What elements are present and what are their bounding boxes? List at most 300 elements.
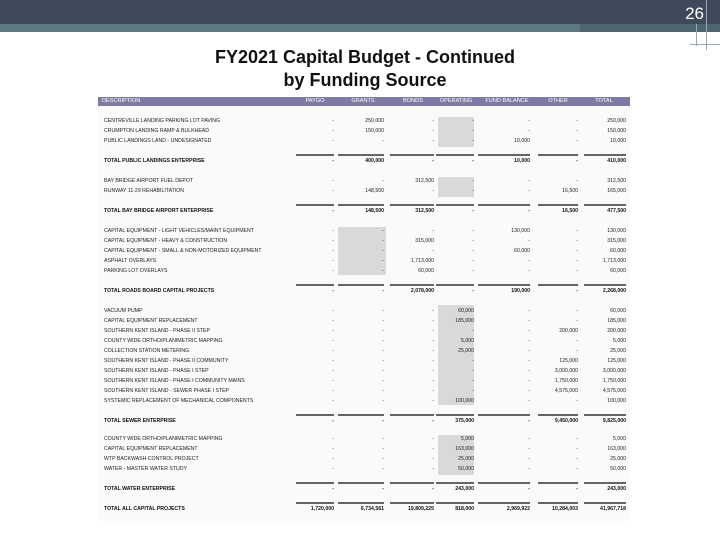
table-row xyxy=(98,347,630,356)
total-rule xyxy=(538,204,578,206)
cell-paygo: - xyxy=(332,268,334,274)
cell-total: 200,000 xyxy=(607,328,626,334)
table-row xyxy=(98,357,630,366)
cell-operating: - xyxy=(472,238,474,244)
cell-operating: 375,000 xyxy=(455,418,474,424)
cell-operating: 185,000 xyxy=(455,318,474,324)
cell-bonds: 2,078,000 xyxy=(410,288,434,294)
cell-paygo: - xyxy=(332,378,334,384)
cell-fund-balance: - xyxy=(528,208,530,214)
cell-grants: - xyxy=(382,228,384,234)
cell-bonds: - xyxy=(432,318,434,324)
cell-operating: - xyxy=(472,208,474,214)
cell-operating: - xyxy=(472,248,474,254)
total-rule xyxy=(478,284,530,286)
total-rule xyxy=(296,414,334,416)
cell-paygo: - xyxy=(332,348,334,354)
cell-grants: - xyxy=(382,388,384,394)
row-description: SOUTHERN KENT ISLAND - PHASE I COMMUNITY MAINS xyxy=(104,378,245,384)
cell-grants: - xyxy=(382,378,384,384)
header-other: OTHER xyxy=(548,98,568,104)
cell-other: - xyxy=(576,308,578,314)
cell-bonds: 312,500 xyxy=(415,208,434,214)
row-description: BAY BRIDGE AIRPORT FUEL DEPOT xyxy=(104,178,194,184)
cell-fund-balance: - xyxy=(528,268,530,274)
row-description: SOUTHERN KENT ISLAND - PHASE II STEP xyxy=(104,328,210,334)
cell-total: 130,000 xyxy=(607,228,626,234)
cell-bonds: - xyxy=(432,418,434,424)
cell-bonds: - xyxy=(432,378,434,384)
total-rule xyxy=(436,204,474,206)
cell-operating: 50,000 xyxy=(458,466,474,472)
cell-other: - xyxy=(576,318,578,324)
top-band xyxy=(0,0,720,24)
cell-paygo: - xyxy=(332,358,334,364)
cell-bonds: - xyxy=(432,328,434,334)
slide-title-line-1: FY2021 Capital Budget - Continued xyxy=(214,47,516,67)
cell-total: 2,268,000 xyxy=(602,288,626,294)
slide-title xyxy=(150,46,580,92)
cell-bonds: 315,000 xyxy=(415,238,434,244)
table-row xyxy=(98,267,630,276)
cell-bonds: - xyxy=(432,348,434,354)
cell-bonds: - xyxy=(432,228,434,234)
cell-fund-balance: - xyxy=(528,258,530,264)
total-rule xyxy=(390,502,434,504)
cell-fund-balance: - xyxy=(528,368,530,374)
row-description: TOTAL ALL CAPITAL PROJECTS xyxy=(104,506,185,512)
corner-frame-line xyxy=(690,44,720,45)
cell-grants: - xyxy=(382,318,384,324)
row-description: RUNWAY 11-29 REHABILITATION xyxy=(104,188,185,194)
total-rule xyxy=(296,204,334,206)
cell-paygo: - xyxy=(332,238,334,244)
table-row xyxy=(98,445,630,454)
row-description: WATER - MASTER WATER STUDY xyxy=(104,466,187,472)
cell-paygo: - xyxy=(332,436,334,442)
cell-operating: - xyxy=(472,378,474,384)
cell-fund-balance: - xyxy=(528,358,530,364)
cell-grants: - xyxy=(382,138,384,144)
cell-paygo: - xyxy=(332,288,334,294)
cell-paygo: - xyxy=(332,328,334,334)
cell-total: 312,500 xyxy=(607,178,626,184)
total-rule xyxy=(296,502,334,504)
row-description: CRUMPTON LANDING RAMP & BULKHEAD xyxy=(104,128,210,134)
header-grants: GRANTS xyxy=(351,98,375,104)
cell-fund-balance: - xyxy=(528,446,530,452)
cell-grants: - xyxy=(382,338,384,344)
cell-other: - xyxy=(576,138,578,144)
cell-total: 50,000 xyxy=(610,466,626,472)
table-row xyxy=(98,187,630,196)
cell-bonds: - xyxy=(432,456,434,462)
cell-total: 125,000 xyxy=(607,358,626,364)
cell-total: 5,000 xyxy=(613,436,626,442)
cell-grants: - xyxy=(382,398,384,404)
cell-grants: 150,000 xyxy=(365,128,384,134)
cell-fund-balance: 60,000 xyxy=(514,248,530,254)
total-rule xyxy=(338,204,384,206)
cell-paygo: - xyxy=(332,248,334,254)
cell-total: 163,000 xyxy=(607,446,626,452)
cell-total: 150,000 xyxy=(607,128,626,134)
cell-operating: - xyxy=(472,228,474,234)
cell-fund-balance: - xyxy=(528,348,530,354)
table-row xyxy=(98,455,630,464)
cell-grants: - xyxy=(382,178,384,184)
cell-total: 243,000 xyxy=(607,486,626,492)
cell-total: 1,750,000 xyxy=(602,378,626,384)
cell-fund-balance: - xyxy=(528,398,530,404)
total-rule xyxy=(436,414,474,416)
row-description: VACUUM PUMP xyxy=(104,308,143,314)
cell-operating: - xyxy=(472,258,474,264)
cell-operating: 5,000 xyxy=(461,436,474,442)
cell-grants: - xyxy=(382,486,384,492)
cell-operating: - xyxy=(472,328,474,334)
cell-paygo: - xyxy=(332,308,334,314)
total-rule xyxy=(390,204,434,206)
cell-other: 125,000 xyxy=(559,358,578,364)
budget-table xyxy=(98,97,630,521)
table-total-row xyxy=(98,485,630,494)
cell-paygo: - xyxy=(332,456,334,462)
cell-total: 1,713,000 xyxy=(602,258,626,264)
cell-total: 477,500 xyxy=(607,208,626,214)
cell-other: - xyxy=(576,486,578,492)
cell-other: - xyxy=(576,238,578,244)
cell-grants: - xyxy=(382,308,384,314)
total-rule xyxy=(296,154,334,156)
cell-fund-balance: - xyxy=(528,128,530,134)
cell-grants: - xyxy=(382,328,384,334)
cell-bonds: - xyxy=(432,358,434,364)
total-rule xyxy=(338,414,384,416)
cell-bonds: - xyxy=(432,436,434,442)
cell-operating: 5,000 xyxy=(461,338,474,344)
cell-grants: 148,500 xyxy=(365,188,384,194)
cell-grants: - xyxy=(382,456,384,462)
cell-paygo: - xyxy=(332,466,334,472)
cell-fund-balance: - xyxy=(528,456,530,462)
total-rule xyxy=(390,284,434,286)
top-accent-band-right xyxy=(580,24,720,32)
cell-paygo: 1,720,000 xyxy=(310,506,334,512)
table-row xyxy=(98,317,630,326)
cell-total: 165,000 xyxy=(607,188,626,194)
total-rule xyxy=(584,154,626,156)
cell-other: - xyxy=(576,466,578,472)
cell-other: 4,575,000 xyxy=(554,388,578,394)
header-description: DESCRIPTION xyxy=(102,98,141,104)
cell-total: 250,000 xyxy=(607,118,626,124)
cell-grants: 6,734,561 xyxy=(360,506,384,512)
cell-bonds: - xyxy=(432,446,434,452)
cell-paygo: - xyxy=(332,368,334,374)
cell-other: - xyxy=(576,258,578,264)
cell-other: 10,284,003 xyxy=(552,506,578,512)
row-description: SOUTHERN KENT ISLAND - PHASE II COMMUNITY xyxy=(104,358,229,364)
total-rule xyxy=(338,284,384,286)
row-description: CAPITAL EQUIPMENT REPLACEMENT xyxy=(104,446,198,452)
slide-title-line-2: by Funding Source xyxy=(283,70,447,90)
cell-fund-balance: - xyxy=(528,188,530,194)
row-description: TOTAL SEWER ENTERPRISE xyxy=(104,418,176,424)
table-row xyxy=(98,397,630,406)
cell-grants: 250,000 xyxy=(365,118,384,124)
cell-fund-balance: - xyxy=(528,388,530,394)
cell-bonds: - xyxy=(432,118,434,124)
cell-fund-balance: 2,969,922 xyxy=(506,506,530,512)
total-rule xyxy=(478,482,530,484)
cell-paygo: - xyxy=(332,178,334,184)
cell-total: 10,000 xyxy=(610,138,626,144)
cell-fund-balance: - xyxy=(528,466,530,472)
cell-other: - xyxy=(576,338,578,344)
cell-other: 16,500 xyxy=(562,208,578,214)
cell-paygo: - xyxy=(332,128,334,134)
cell-total: 5,000 xyxy=(613,338,626,344)
cell-other: - xyxy=(576,398,578,404)
cell-paygo: - xyxy=(332,208,334,214)
row-description: SOUTHERN KENT ISLAND - SEWER PHASE I STEP xyxy=(104,388,230,394)
cell-paygo: - xyxy=(332,158,334,164)
row-description: COUNTY WIDE ORTHO/PLANIMETRIC MAPPING xyxy=(104,338,223,344)
header-total: TOTAL xyxy=(595,98,613,104)
cell-fund-balance: 190,000 xyxy=(511,288,530,294)
table-row xyxy=(98,247,630,256)
cell-total: 3,000,000 xyxy=(602,368,626,374)
cell-other: 9,450,000 xyxy=(554,418,578,424)
total-rule xyxy=(390,482,434,484)
header-paygo: PAYGO xyxy=(305,98,325,104)
cell-grants: - xyxy=(382,288,384,294)
total-rule xyxy=(584,502,626,504)
cell-fund-balance: - xyxy=(528,378,530,384)
cell-paygo: - xyxy=(332,188,334,194)
cell-fund-balance: - xyxy=(528,318,530,324)
total-rule xyxy=(338,154,384,156)
total-rule xyxy=(478,502,530,504)
cell-bonds: - xyxy=(432,158,434,164)
cell-other: - xyxy=(576,288,578,294)
cell-operating: 243,000 xyxy=(455,486,474,492)
cell-other: 3,000,000 xyxy=(554,368,578,374)
row-description: CAPITAL EQUIPMENT REPLACEMENT xyxy=(104,318,198,324)
cell-paygo: - xyxy=(332,118,334,124)
cell-grants: - xyxy=(382,446,384,452)
cell-fund-balance: - xyxy=(528,118,530,124)
row-description: ASPHALT OVERLAYS xyxy=(104,258,157,264)
cell-operating: 25,000 xyxy=(458,348,474,354)
slide-number: 26 xyxy=(685,4,704,23)
cell-fund-balance: - xyxy=(528,238,530,244)
cell-fund-balance: 130,000 xyxy=(511,228,530,234)
row-description: TOTAL ROADS BOARD CAPITAL PROJECTS xyxy=(104,288,215,294)
cell-other: 16,500 xyxy=(562,188,578,194)
cell-other: 1,750,000 xyxy=(554,378,578,384)
cell-other: - xyxy=(576,248,578,254)
cell-grants: 400,000 xyxy=(365,158,384,164)
cell-fund-balance: - xyxy=(528,418,530,424)
corner-frame-line xyxy=(696,24,697,46)
cell-bonds: 60,000 xyxy=(418,268,434,274)
row-description: CAPITAL EQUIPMENT - HEAVY & CONSTRUCTION xyxy=(104,238,228,244)
header-operating: OPERATING xyxy=(439,98,473,104)
cell-bonds: 1,713,000 xyxy=(410,258,434,264)
total-rule xyxy=(538,502,578,504)
cell-bonds: - xyxy=(432,466,434,472)
cell-fund-balance: 10,000 xyxy=(514,158,530,164)
cell-total: 9,825,000 xyxy=(602,418,626,424)
cell-operating: - xyxy=(472,118,474,124)
cell-grants: - xyxy=(382,418,384,424)
table-header xyxy=(98,97,630,106)
total-rule xyxy=(538,284,578,286)
cell-grants: - xyxy=(382,258,384,264)
cell-fund-balance: - xyxy=(528,308,530,314)
cell-bonds: 19,809,225 xyxy=(408,506,434,512)
cell-operating: - xyxy=(472,128,474,134)
cell-paygo: - xyxy=(332,486,334,492)
cell-other: - xyxy=(576,446,578,452)
total-rule xyxy=(436,154,474,156)
cell-operating: - xyxy=(472,178,474,184)
cell-total: 25,000 xyxy=(610,456,626,462)
table-row xyxy=(98,257,630,266)
total-rule xyxy=(584,284,626,286)
row-description: COUNTY WIDE ORTHO/PLANIMETRIC MAPPING xyxy=(104,436,223,442)
table-row xyxy=(98,387,630,396)
total-rule xyxy=(478,204,530,206)
corner-frame-line xyxy=(706,0,707,50)
cell-paygo: - xyxy=(332,446,334,452)
table-total-row xyxy=(98,505,630,514)
cell-bonds: - xyxy=(432,308,434,314)
row-description: WTP BACKWASH CONTROL PROJECT xyxy=(104,456,199,462)
cell-total: 60,000 xyxy=(610,268,626,274)
total-rule xyxy=(338,482,384,484)
cell-paygo: - xyxy=(332,138,334,144)
cell-operating: - xyxy=(472,138,474,144)
total-rule xyxy=(478,154,530,156)
cell-total: 60,000 xyxy=(610,308,626,314)
cell-grants: - xyxy=(382,436,384,442)
cell-operating: - xyxy=(472,368,474,374)
cell-bonds: - xyxy=(432,138,434,144)
row-description: CENTREVILLE LANDING PARKING LOT PAVING xyxy=(104,118,221,124)
cell-operating: 818,000 xyxy=(455,506,474,512)
cell-fund-balance: - xyxy=(528,328,530,334)
cell-paygo: - xyxy=(332,418,334,424)
cell-bonds: - xyxy=(432,248,434,254)
cell-bonds: - xyxy=(432,368,434,374)
cell-total: 100,000 xyxy=(607,398,626,404)
cell-grants: - xyxy=(382,238,384,244)
cell-operating: 100,000 xyxy=(455,398,474,404)
cell-paygo: - xyxy=(332,258,334,264)
cell-paygo: - xyxy=(332,228,334,234)
cell-paygo: - xyxy=(332,338,334,344)
cell-operating: - xyxy=(472,388,474,394)
cell-grants: - xyxy=(382,348,384,354)
row-description: PARKING LOT OVERLAYS xyxy=(104,268,168,274)
table-row xyxy=(98,327,630,336)
total-rule xyxy=(390,154,434,156)
total-rule xyxy=(584,482,626,484)
row-description: SOUTHERN KENT ISLAND - PHASE I STEP xyxy=(104,368,209,374)
table-row xyxy=(98,337,630,346)
total-rule xyxy=(436,482,474,484)
cell-operating: - xyxy=(472,358,474,364)
table-row xyxy=(98,377,630,386)
cell-total: 25,000 xyxy=(610,348,626,354)
cell-bonds: 312,500 xyxy=(415,178,434,184)
cell-other: 200,000 xyxy=(559,328,578,334)
cell-fund-balance: - xyxy=(528,436,530,442)
cell-grants: - xyxy=(382,368,384,374)
cell-other: - xyxy=(576,436,578,442)
row-description: CAPITAL EQUIPMENT - SMALL & NON-MOTORIZED EQUIPMENT xyxy=(104,248,262,254)
total-rule xyxy=(390,414,434,416)
cell-operating: - xyxy=(472,288,474,294)
total-rule xyxy=(538,482,578,484)
cell-bonds: - xyxy=(432,398,434,404)
table-row xyxy=(98,307,630,316)
total-rule xyxy=(338,502,384,504)
cell-fund-balance: 10,000 xyxy=(514,138,530,144)
row-description: PUBLIC LANDINGS LAND - UNDESIGNATED xyxy=(104,138,212,144)
cell-other: - xyxy=(576,158,578,164)
cell-other: - xyxy=(576,268,578,274)
cell-operating: 163,000 xyxy=(455,446,474,452)
cell-fund-balance: - xyxy=(528,338,530,344)
row-description: TOTAL PUBLIC LANDINGS ENTERPRISE xyxy=(104,158,205,164)
cell-total: 4,575,000 xyxy=(602,388,626,394)
cell-fund-balance: - xyxy=(528,178,530,184)
row-description: TOTAL BAY BRIDGE AIRPORT ENTERPRISE xyxy=(104,208,214,214)
table-row xyxy=(98,137,630,146)
header-fund-balance: FUND BALANCE xyxy=(485,98,529,104)
cell-total: 315,000 xyxy=(607,238,626,244)
cell-paygo: - xyxy=(332,388,334,394)
cell-total: 41,967,718 xyxy=(600,506,626,512)
total-rule xyxy=(478,414,530,416)
header-bonds: BONDS xyxy=(403,98,423,104)
row-description: TOTAL WATER ENTERPRISE xyxy=(104,486,176,492)
cell-bonds: - xyxy=(432,188,434,194)
cell-grants: 148,500 xyxy=(365,208,384,214)
cell-total: 410,000 xyxy=(607,158,626,164)
cell-other: - xyxy=(576,178,578,184)
total-rule xyxy=(584,204,626,206)
cell-bonds: - xyxy=(432,388,434,394)
table-total-row xyxy=(98,207,630,216)
cell-bonds: - xyxy=(432,486,434,492)
table-row xyxy=(98,117,630,126)
table-total-row xyxy=(98,287,630,296)
row-description: CAPITAL EQUIPMENT - LIGHT VEHICLES/MAINT EQUIPMENT xyxy=(104,228,254,234)
total-rule xyxy=(296,482,334,484)
cell-operating: - xyxy=(472,158,474,164)
total-rule xyxy=(538,414,578,416)
cell-other: - xyxy=(576,456,578,462)
table-total-row xyxy=(98,417,630,426)
table-row xyxy=(98,367,630,376)
table-row xyxy=(98,465,630,474)
cell-paygo: - xyxy=(332,318,334,324)
